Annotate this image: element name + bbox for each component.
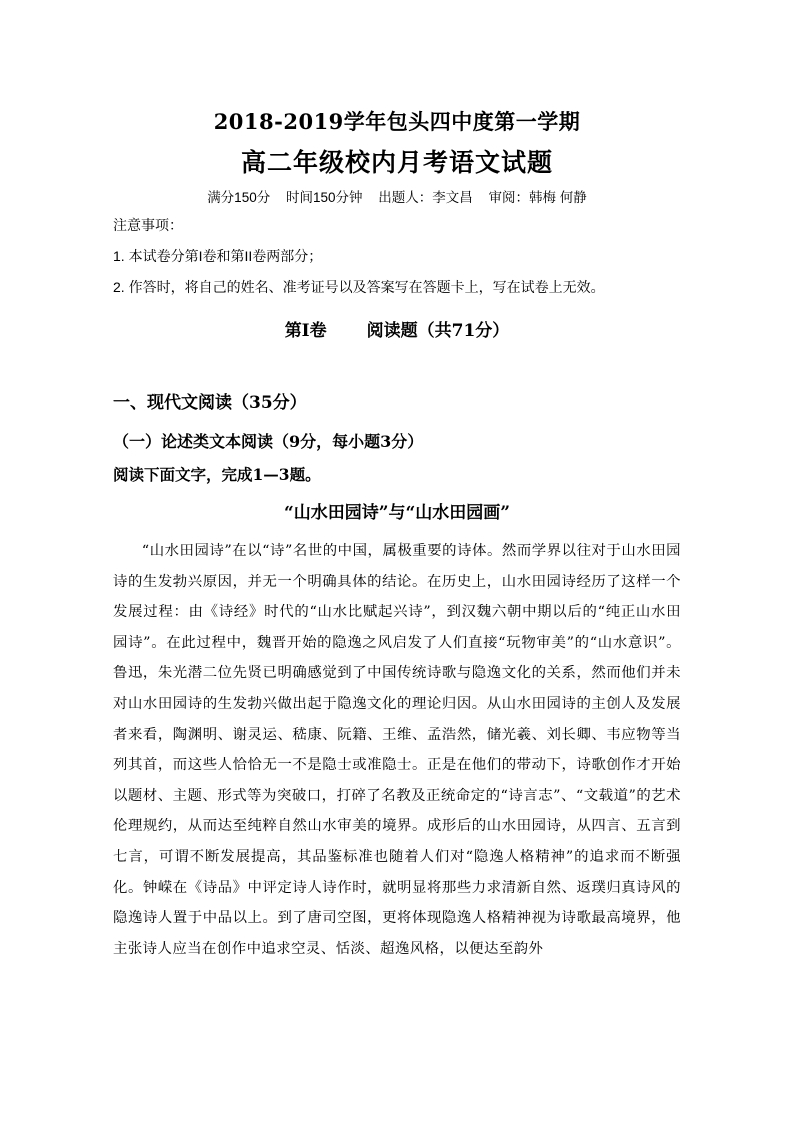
exam-title-main: 高二年级校内月考语文试题 xyxy=(240,148,553,177)
part-label: 第I卷 xyxy=(284,321,327,341)
meta-reviewer: 审阅：韩梅 何静 xyxy=(488,190,587,205)
meta-score: 满分150分 xyxy=(207,190,271,205)
reading-instruction: 阅读下面文字，完成1—3题。 xyxy=(113,465,321,484)
meta-time: 时间150分钟 xyxy=(285,190,363,205)
essay-body xyxy=(113,536,681,964)
part-heading: 阅读题（共71分） xyxy=(366,321,510,341)
notes-block xyxy=(113,214,713,307)
meta-setter: 出题人：李文昌 xyxy=(378,190,473,205)
essay-title: “山水田园诗”与“山水田园画” xyxy=(283,503,511,523)
subsection-title: （一）论述类文本阅读（9分，每小题3分） xyxy=(113,432,424,451)
notes-heading: 注意事项： xyxy=(113,217,183,233)
exam-meta xyxy=(0,186,794,206)
exam-title-year: 2018-2019学年包头四中度第一学期 xyxy=(213,109,581,134)
notes-item: 2. 作答时，将自己的姓名、准考证号以及答案写在答题卡上，写在试卷上无效。 xyxy=(113,279,605,295)
essay-paragraph: “山水田园诗”在以“诗”名世的中国，属极重要的诗体。然而学界以往对于山水田园诗的生发勃兴原因，并无一个明确具体的结论。在历史上，山水田园诗经历了这样一个发展过程：由《诗经》时代的“山水比赋起兴诗”，到汉魏六朝中期以后的“纯正山水田园诗”。在此过程中，魏晋开始的隐逸之风启发了人们直接“玩物审美”的“山水意识”。鲁迅，朱光潜二位先贤已明确感觉到了中国传统诗歌与隐逸文化的关系，然而他们并未对山水田园诗的生发勃兴做出起于隐逸文化的理论归因。从山水田园诗的主创人及发展者来看，陶渊明、谢灵运、嵇康、阮籍、王维、孟浩然，储光羲、刘长卿、韦应物等当列其首，而这些人恰恰无一不是隐士或准隐士。正是在他们的带动下，诗歌创作才开始以题材、主题、形式等为突破口，打碎了名教及正统命定的“诗言志”、“文载道”的艺术伦理规约，从而达至纯粹自然山水审美的境界。成形后的山水田园诗，从四言、五言到七言，可谓不断发展提高，其品鉴标准也随着人们对“隐逸人格精神”的追求而不断强化。钟嵘在《诗品》中评定诗人诗作时，就明显将那些力求清新自然、返璞归真诗风的隐逸诗人置于中品以上。到了唐司空图，更将体现隐逸人格精神视为诗歌最高境界，他主张诗人应当在创作中追求空灵、恬淡、超逸风格，以便达至韵外 xyxy=(113,543,681,957)
notes-item: 1. 本试卷分第I卷和第II卷两部分； xyxy=(113,248,323,264)
section-title: 一、现代文阅读（35分） xyxy=(113,393,307,413)
part-title xyxy=(0,316,794,341)
